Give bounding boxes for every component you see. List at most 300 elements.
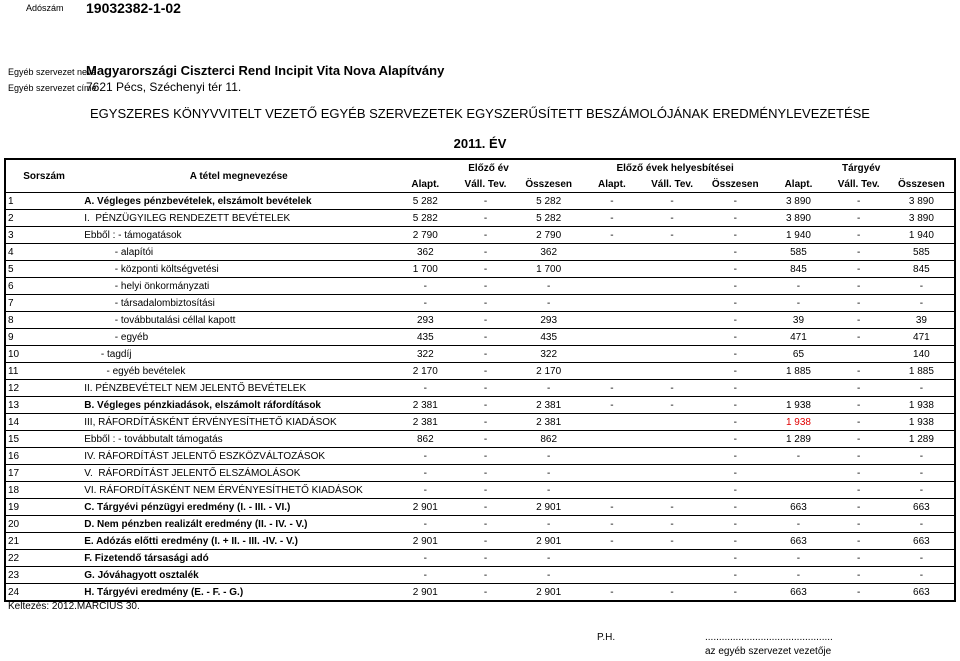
row-value: - bbox=[733, 399, 737, 411]
row-value: - bbox=[547, 552, 551, 564]
row-value: 2 170 bbox=[536, 365, 562, 377]
row-label: C. Tárgyévi pénzügyi eredmény (I. - III. - VI.) bbox=[84, 501, 291, 513]
signatory-caption: az egyéb szervezet vezetője bbox=[705, 646, 832, 657]
row-value: 2 901 bbox=[412, 586, 438, 598]
row-value: - bbox=[733, 586, 737, 598]
row-value: 845 bbox=[913, 263, 930, 275]
row-value: 322 bbox=[416, 348, 434, 360]
row-label: D. Nem pénzben realizált eredmény (II. - IV. - V.) bbox=[84, 518, 308, 530]
table-row bbox=[5, 312, 955, 329]
row-number: 15 bbox=[8, 433, 20, 445]
row-value: 3 890 bbox=[908, 195, 934, 207]
row-value: - bbox=[856, 314, 861, 326]
header-sorszam: Sorszám bbox=[23, 170, 65, 182]
row-value: 65 bbox=[792, 348, 805, 360]
table-body bbox=[5, 193, 955, 602]
row-value: 293 bbox=[540, 314, 558, 326]
row-value: - bbox=[423, 518, 427, 530]
row-label: V. RÁFORDÍTÁST JELENTŐ ELSZÁMOLÁSOK bbox=[84, 467, 301, 479]
row-label: A. Végleges pénzbevételek, elszámolt bevételek bbox=[84, 195, 312, 207]
row-value bbox=[582, 550, 642, 567]
row-value: - bbox=[610, 501, 614, 513]
table-row bbox=[5, 533, 955, 550]
row-value: - bbox=[483, 382, 488, 394]
row-value: 1 885 bbox=[785, 365, 811, 377]
subheader-osszesen: Összesen bbox=[525, 178, 573, 190]
row-value: - bbox=[733, 263, 737, 275]
row-value bbox=[642, 244, 702, 261]
row-value bbox=[582, 261, 642, 278]
row-value: - bbox=[796, 280, 801, 292]
table-row bbox=[5, 584, 955, 602]
row-value bbox=[768, 380, 828, 397]
row-value: - bbox=[670, 229, 674, 241]
org-name-label: Egyéb szervezet neve bbox=[8, 67, 97, 77]
row-value: - bbox=[856, 552, 861, 564]
row-value bbox=[582, 295, 642, 312]
row-value: 2 901 bbox=[536, 535, 562, 547]
table-row bbox=[5, 261, 955, 278]
row-value: - bbox=[856, 297, 861, 309]
row-value: - bbox=[856, 280, 861, 292]
row-value: - bbox=[483, 518, 488, 530]
row-value: 5 282 bbox=[412, 195, 438, 207]
row-label: - társadalombiztosítási bbox=[84, 297, 215, 309]
row-label: - egyéb bevételek bbox=[84, 365, 186, 377]
org-address-value: 7621 Pécs, Széchenyi tér 11. bbox=[86, 80, 242, 94]
row-value: 435 bbox=[540, 331, 558, 343]
row-value: 1 938 bbox=[908, 416, 934, 428]
row-value: - bbox=[733, 433, 737, 445]
row-number: 19 bbox=[8, 501, 20, 513]
row-value bbox=[642, 346, 702, 363]
table-row bbox=[5, 550, 955, 567]
row-value: - bbox=[919, 382, 924, 394]
row-number: 6 bbox=[8, 280, 14, 292]
row-value: - bbox=[670, 518, 674, 530]
row-value: 1 289 bbox=[908, 433, 934, 445]
row-value: - bbox=[547, 484, 551, 496]
row-value: 845 bbox=[790, 263, 807, 275]
row-value: 140 bbox=[913, 348, 930, 360]
row-value bbox=[582, 346, 642, 363]
table-row bbox=[5, 380, 955, 397]
row-value: 663 bbox=[913, 586, 930, 598]
row-value: - bbox=[483, 348, 488, 360]
row-value: - bbox=[483, 586, 488, 598]
row-value: - bbox=[856, 416, 861, 428]
row-value: - bbox=[483, 552, 488, 564]
row-value bbox=[642, 550, 702, 567]
row-number: 8 bbox=[8, 314, 14, 326]
row-value: 1 938 bbox=[785, 416, 811, 428]
row-value: 862 bbox=[540, 433, 558, 445]
row-value: - bbox=[483, 365, 488, 377]
row-label: H. Tárgyévi eredmény (E. - F. - G.) bbox=[84, 586, 244, 598]
row-value bbox=[829, 346, 889, 363]
row-value bbox=[582, 567, 642, 584]
subheader-osszesen: Összesen bbox=[898, 178, 945, 190]
document-title: EGYSZERES KÖNYVVITELT VEZETŐ EGYÉB SZERVEZETEK EGYSZERŰSÍTETT BESZÁMOLÓJÁNAK EREDMÉNYLEVEZETÉSE bbox=[90, 106, 870, 121]
row-value: 322 bbox=[540, 348, 558, 360]
report-year: 2011. ÉV bbox=[453, 136, 507, 151]
row-value: - bbox=[733, 365, 737, 377]
row-number: 11 bbox=[8, 365, 19, 377]
row-value: - bbox=[796, 450, 801, 462]
row-label: Ebből : - továbbutalt támogatás bbox=[84, 433, 223, 445]
table-row bbox=[5, 227, 955, 244]
table-row bbox=[5, 465, 955, 482]
row-value: 2 901 bbox=[536, 501, 562, 513]
row-value: - bbox=[919, 297, 924, 309]
row-value: - bbox=[547, 450, 551, 462]
row-number: 3 bbox=[8, 229, 14, 241]
row-value: - bbox=[733, 450, 737, 462]
row-value: - bbox=[547, 467, 551, 479]
row-value: - bbox=[733, 314, 737, 326]
subheader-vall: Váll. Tev. bbox=[651, 178, 693, 190]
row-value: 2 901 bbox=[412, 501, 438, 513]
row-number: 20 bbox=[8, 518, 20, 530]
row-value: 3 890 bbox=[785, 195, 811, 207]
row-value: - bbox=[733, 501, 737, 513]
row-value: - bbox=[670, 399, 674, 411]
row-value bbox=[642, 567, 702, 584]
row-value bbox=[642, 448, 702, 465]
org-address-label: Egyéb szervezet címe bbox=[8, 83, 97, 93]
row-value: 435 bbox=[416, 331, 434, 343]
row-value: - bbox=[796, 297, 801, 309]
row-value: - bbox=[483, 399, 488, 411]
row-value: 5 282 bbox=[412, 212, 438, 224]
row-value: - bbox=[856, 467, 861, 479]
row-value: - bbox=[423, 569, 427, 581]
row-value: - bbox=[733, 212, 737, 224]
table-row bbox=[5, 499, 955, 516]
row-value: - bbox=[610, 399, 614, 411]
row-value bbox=[768, 482, 828, 499]
table-row bbox=[5, 244, 955, 261]
row-value: 5 282 bbox=[536, 212, 562, 224]
row-value bbox=[582, 329, 642, 346]
subheader-osszesen: Összesen bbox=[711, 178, 759, 190]
row-label: E. Adózás előtti eredmény (I. + II. - III. -IV. - V.) bbox=[84, 535, 298, 547]
table-row bbox=[5, 448, 955, 465]
row-value: 663 bbox=[790, 586, 807, 598]
header-current-year: Tárgyév bbox=[842, 162, 881, 174]
row-value: - bbox=[856, 246, 861, 258]
table-row bbox=[5, 363, 955, 380]
row-number: 7 bbox=[8, 297, 14, 309]
row-value bbox=[642, 431, 702, 448]
row-value: - bbox=[610, 535, 614, 547]
row-value: - bbox=[856, 518, 861, 530]
row-value: 39 bbox=[915, 314, 927, 326]
row-value bbox=[582, 414, 642, 431]
table-row bbox=[5, 278, 955, 295]
row-number: 22 bbox=[8, 552, 20, 564]
row-value: - bbox=[670, 535, 674, 547]
row-value bbox=[582, 278, 642, 295]
row-value: - bbox=[733, 552, 737, 564]
table-row bbox=[5, 346, 955, 363]
row-label: - tagdíj bbox=[84, 348, 132, 360]
row-value: - bbox=[483, 246, 488, 258]
table-row bbox=[5, 295, 955, 312]
row-number: 21 bbox=[8, 535, 20, 547]
subheader-alapt: Alapt. bbox=[411, 178, 440, 190]
row-value: 471 bbox=[790, 331, 807, 343]
row-value: - bbox=[483, 263, 488, 275]
row-number: 13 bbox=[8, 399, 20, 411]
row-value: - bbox=[856, 331, 861, 343]
row-value: - bbox=[483, 450, 488, 462]
row-value: - bbox=[547, 297, 551, 309]
row-value: 362 bbox=[540, 246, 558, 258]
row-value: - bbox=[610, 212, 614, 224]
stamp-placeholder: P.H. bbox=[597, 632, 616, 643]
row-value: 862 bbox=[416, 433, 434, 445]
row-value: - bbox=[733, 518, 737, 530]
subheader-vall: Váll. Tev. bbox=[464, 178, 507, 190]
row-value bbox=[642, 261, 702, 278]
header-prev-adjustments: Előző évek helyesbítései bbox=[616, 162, 734, 174]
row-value: - bbox=[733, 280, 737, 292]
row-value: 2 790 bbox=[536, 229, 562, 241]
row-value: - bbox=[733, 297, 737, 309]
table-row bbox=[5, 516, 955, 533]
subheader-alapt: Alapt. bbox=[597, 178, 626, 190]
header-item-name: A tétel megnevezése bbox=[189, 170, 288, 182]
row-number: 17 bbox=[8, 467, 20, 479]
row-value: 585 bbox=[913, 246, 930, 258]
row-value: - bbox=[796, 552, 801, 564]
row-value bbox=[642, 295, 702, 312]
row-value: - bbox=[919, 518, 924, 530]
row-label: II. PÉNZBEVÉTELT NEM JELENTŐ BEVÉTELEK bbox=[84, 382, 307, 394]
row-value: 2 381 bbox=[536, 416, 562, 428]
row-value: 663 bbox=[913, 535, 930, 547]
row-label: - egyéb bbox=[84, 331, 149, 343]
row-value: 2 901 bbox=[412, 535, 438, 547]
row-label: - központi költségvetési bbox=[84, 263, 219, 275]
row-label: I. PÉNZÜGYILEG RENDEZETT BEVÉTELEK bbox=[84, 212, 291, 224]
row-value: - bbox=[547, 382, 551, 394]
row-value: - bbox=[670, 212, 674, 224]
table-row bbox=[5, 193, 955, 210]
row-value: 5 282 bbox=[536, 195, 562, 207]
row-number: 10 bbox=[8, 348, 20, 360]
row-value bbox=[582, 244, 642, 261]
row-value: - bbox=[856, 365, 861, 377]
row-value: - bbox=[733, 535, 737, 547]
row-value: - bbox=[919, 484, 924, 496]
row-label: G. Jóváhagyott osztalék bbox=[84, 569, 199, 581]
row-value: - bbox=[423, 297, 427, 309]
row-value: - bbox=[733, 467, 737, 479]
row-value: - bbox=[733, 246, 737, 258]
row-value bbox=[642, 414, 702, 431]
row-value: - bbox=[483, 416, 488, 428]
row-label: - alapítói bbox=[84, 246, 154, 258]
row-value: - bbox=[670, 586, 674, 598]
row-value bbox=[642, 278, 702, 295]
row-value: 362 bbox=[416, 246, 434, 258]
row-value: - bbox=[483, 484, 488, 496]
row-value: - bbox=[856, 501, 861, 513]
row-value: - bbox=[733, 484, 737, 496]
tax-number-label: Adószám bbox=[26, 3, 64, 13]
row-value: - bbox=[610, 382, 614, 394]
row-label: IV. RÁFORDÍTÁST JELENTŐ ESZKÖZVÁLTOZÁSOK bbox=[84, 450, 326, 462]
row-value: 3 890 bbox=[908, 212, 934, 224]
signature-line: .............................................. bbox=[705, 632, 833, 643]
row-value: 1 940 bbox=[908, 229, 934, 241]
row-number: 2 bbox=[8, 212, 14, 224]
row-value bbox=[582, 431, 642, 448]
row-value: - bbox=[733, 382, 737, 394]
subheader-vall: Váll. Tev. bbox=[837, 178, 880, 190]
table-row bbox=[5, 397, 955, 414]
subheader-alapt: Alapt. bbox=[784, 178, 813, 190]
row-number: 12 bbox=[8, 382, 20, 394]
row-value: 2 790 bbox=[412, 229, 438, 241]
row-value bbox=[642, 312, 702, 329]
row-value: 663 bbox=[790, 535, 807, 547]
row-value: - bbox=[856, 535, 861, 547]
row-value: - bbox=[919, 467, 924, 479]
row-value: - bbox=[733, 416, 737, 428]
row-value: - bbox=[733, 348, 737, 360]
row-value: 2 381 bbox=[412, 399, 438, 411]
row-value: - bbox=[483, 433, 488, 445]
row-value: 663 bbox=[913, 501, 930, 513]
row-value: - bbox=[423, 280, 427, 292]
income-statement-table bbox=[4, 158, 956, 602]
row-value: - bbox=[610, 586, 614, 598]
tax-number-value: 19032382-1-02 bbox=[86, 0, 181, 16]
row-value: - bbox=[483, 331, 488, 343]
row-value: - bbox=[856, 382, 861, 394]
row-value: 2 381 bbox=[536, 399, 562, 411]
row-value: 3 890 bbox=[785, 212, 811, 224]
row-value bbox=[582, 448, 642, 465]
row-number: 18 bbox=[8, 484, 20, 496]
row-value: - bbox=[733, 331, 737, 343]
row-value: - bbox=[483, 212, 488, 224]
row-value: - bbox=[610, 229, 614, 241]
table-row bbox=[5, 414, 955, 431]
row-label: III, RÁFORDÍTÁSKÉNT ÉRVÉNYESÍTHETŐ KIADÁSOK bbox=[84, 416, 337, 428]
row-number: 5 bbox=[8, 263, 14, 275]
row-value: 39 bbox=[792, 314, 805, 326]
row-value: 1 940 bbox=[785, 229, 811, 241]
row-number: 23 bbox=[8, 569, 20, 581]
row-value: - bbox=[483, 314, 488, 326]
table-row bbox=[5, 210, 955, 227]
row-number: 4 bbox=[8, 246, 14, 258]
row-value: 293 bbox=[416, 314, 434, 326]
row-value: - bbox=[483, 280, 488, 292]
row-value bbox=[582, 363, 642, 380]
row-value: 1 885 bbox=[908, 365, 934, 377]
table-row bbox=[5, 482, 955, 499]
row-label: - helyi önkormányzati bbox=[84, 280, 210, 292]
row-value: - bbox=[423, 450, 427, 462]
row-value: - bbox=[856, 229, 861, 241]
row-value: 2 381 bbox=[412, 416, 438, 428]
row-value: - bbox=[856, 433, 861, 445]
row-value: 1 938 bbox=[785, 399, 811, 411]
row-value: 1 700 bbox=[536, 263, 562, 275]
org-name-value: Magyarországi Ciszterci Rend Incipit Vita Nova Alapítvány bbox=[86, 63, 445, 78]
row-value: - bbox=[856, 569, 861, 581]
row-value: - bbox=[423, 382, 427, 394]
row-value: - bbox=[423, 552, 427, 564]
row-value: - bbox=[483, 229, 488, 241]
row-label: VI. RÁFORDÍTÁSKÉNT NEM ÉRVÉNYESÍTHETŐ KIADÁSOK bbox=[84, 484, 363, 496]
row-value: - bbox=[856, 586, 861, 598]
row-value: - bbox=[733, 195, 737, 207]
row-value: - bbox=[423, 467, 427, 479]
row-value: 1 938 bbox=[908, 399, 934, 411]
row-value: - bbox=[423, 484, 427, 496]
row-label: Ebből : - támogatások bbox=[84, 229, 182, 241]
row-value: - bbox=[733, 569, 737, 581]
table-row bbox=[5, 431, 955, 448]
row-value: - bbox=[919, 569, 924, 581]
row-value: - bbox=[670, 195, 674, 207]
row-value: - bbox=[483, 297, 488, 309]
row-value: 1 289 bbox=[785, 433, 811, 445]
row-value: - bbox=[856, 263, 861, 275]
row-value: - bbox=[856, 195, 861, 207]
table-row bbox=[5, 567, 955, 584]
row-value: - bbox=[483, 195, 488, 207]
row-value bbox=[642, 329, 702, 346]
row-number: 14 bbox=[8, 416, 20, 428]
row-value bbox=[642, 482, 702, 499]
row-value: - bbox=[796, 518, 801, 530]
row-value: - bbox=[733, 229, 737, 241]
row-value: - bbox=[610, 195, 614, 207]
table-row bbox=[5, 329, 955, 346]
row-value: - bbox=[483, 535, 488, 547]
row-number: 16 bbox=[8, 450, 20, 462]
row-value: - bbox=[919, 450, 924, 462]
row-value: - bbox=[483, 569, 488, 581]
header-prev-year: Előző év bbox=[468, 162, 509, 174]
row-label: B. Végleges pénzkiadások, elszámolt ráfordítások bbox=[84, 399, 321, 411]
row-value: 663 bbox=[790, 501, 807, 513]
row-value: - bbox=[856, 399, 861, 411]
row-value: - bbox=[796, 569, 801, 581]
row-number: 1 bbox=[8, 195, 14, 207]
row-value bbox=[768, 465, 828, 482]
row-value: - bbox=[856, 212, 861, 224]
row-value: 1 700 bbox=[412, 263, 438, 275]
row-value: - bbox=[547, 518, 551, 530]
row-value: 585 bbox=[790, 246, 807, 258]
row-value: 2 901 bbox=[536, 586, 562, 598]
row-value: - bbox=[610, 518, 614, 530]
row-value bbox=[642, 363, 702, 380]
row-value: - bbox=[547, 569, 551, 581]
row-value bbox=[582, 312, 642, 329]
row-label: - továbbutalási céllal kapott bbox=[84, 314, 236, 326]
row-value: - bbox=[670, 382, 674, 394]
date-line: Keltezés: 2012.MÁRCIUS 30. bbox=[8, 601, 140, 612]
